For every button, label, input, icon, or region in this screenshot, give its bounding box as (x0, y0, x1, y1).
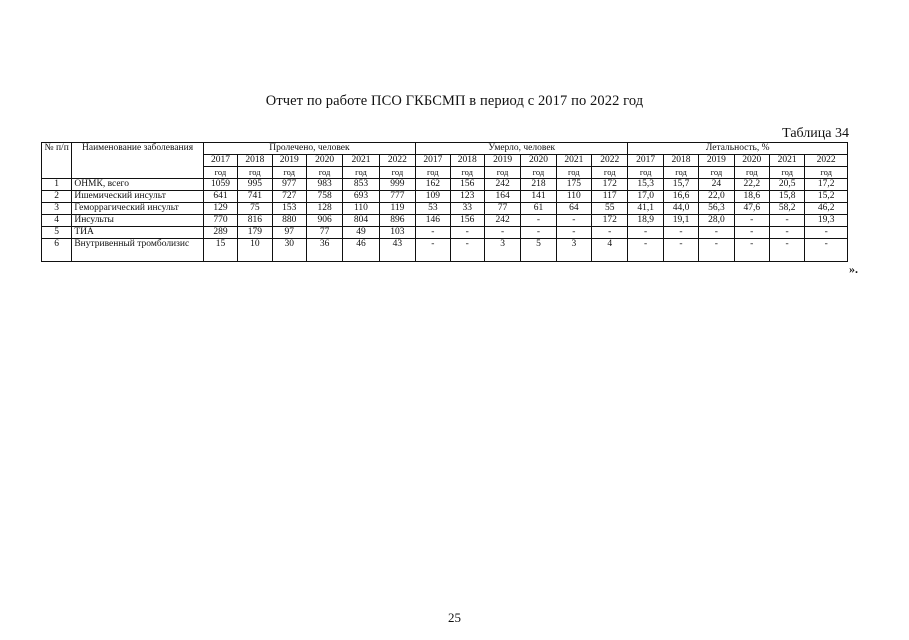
table-body (42, 179, 848, 262)
cell-died: - (592, 227, 628, 239)
cell-lethality: 24 (699, 179, 734, 191)
cell-lethality: 46,2 (805, 203, 848, 215)
header-num: № п/п (42, 143, 72, 179)
cell-treated: 289 (203, 227, 237, 239)
header-year-suffix: год (592, 167, 628, 179)
header-year-suffix: год (343, 167, 379, 179)
cell-died: - (521, 215, 556, 227)
cell-died: 4 (592, 239, 628, 262)
header-year-treated: 2018 (238, 155, 272, 167)
cell-died: 117 (592, 191, 628, 203)
cell-treated: 103 (379, 227, 415, 239)
header-year-died: 2022 (592, 155, 628, 167)
cell-treated: 49 (343, 227, 379, 239)
cell-lethality: 15,7 (663, 179, 698, 191)
table-row (42, 191, 848, 203)
cell-treated: 30 (272, 239, 306, 262)
cell-died: 218 (521, 179, 556, 191)
cell-lethality: 17,2 (805, 179, 848, 191)
cell-lethality: - (734, 215, 769, 227)
report-title: Отчет по работе ПСО ГКБСМП в период с 2017 по 2022 год (265, 93, 644, 109)
cell-lethality: 17,0 (628, 191, 663, 203)
header-year-suffix: год (203, 167, 237, 179)
cell-died: - (450, 239, 484, 262)
row-number: 1 (42, 179, 72, 191)
cell-lethality: 20,5 (769, 179, 804, 191)
row-disease-name: Инсульты (72, 215, 203, 227)
cell-lethality: - (734, 227, 769, 239)
row-disease-name: Ишемический инсульт (72, 191, 203, 203)
header-year-died: 2021 (556, 155, 591, 167)
report-table (41, 142, 848, 262)
header-group-died: Умерло, человек (416, 143, 628, 155)
cell-treated: 97 (272, 227, 306, 239)
cell-treated: 906 (306, 215, 342, 227)
closing-quote: ». (849, 262, 858, 276)
cell-treated: 110 (343, 203, 379, 215)
header-year-suffix: год (272, 167, 306, 179)
cell-lethality: - (769, 227, 804, 239)
table-row (42, 203, 848, 215)
cell-died: 61 (521, 203, 556, 215)
row-number: 6 (42, 239, 72, 262)
cell-lethality: - (699, 227, 734, 239)
cell-died: 242 (484, 179, 520, 191)
cell-treated: 693 (343, 191, 379, 203)
cell-died: - (416, 239, 450, 262)
cell-treated: 853 (343, 179, 379, 191)
cell-treated: 128 (306, 203, 342, 215)
cell-died: 242 (484, 215, 520, 227)
header-name: Наименование заболевания (72, 143, 203, 179)
cell-died: 3 (484, 239, 520, 262)
cell-died: 123 (450, 191, 484, 203)
cell-lethality: - (769, 239, 804, 262)
header-year-lethality: 2022 (805, 155, 848, 167)
cell-treated: 77 (306, 227, 342, 239)
cell-treated: 10 (238, 239, 272, 262)
header-year-suffix: год (663, 167, 698, 179)
header-year-suffix: год (805, 167, 848, 179)
cell-treated: 641 (203, 191, 237, 203)
cell-died: 5 (521, 239, 556, 262)
cell-treated: 75 (238, 203, 272, 215)
header-year-suffix: год (306, 167, 342, 179)
cell-died: 146 (416, 215, 450, 227)
cell-died: 162 (416, 179, 450, 191)
cell-died: 110 (556, 191, 591, 203)
row-number: 4 (42, 215, 72, 227)
header-year-treated: 2017 (203, 155, 237, 167)
cell-treated: 36 (306, 239, 342, 262)
header-year-lethality: 2019 (699, 155, 734, 167)
cell-lethality: - (805, 239, 848, 262)
cell-died: - (484, 227, 520, 239)
header-year-suffix: год (556, 167, 591, 179)
cell-treated: 983 (306, 179, 342, 191)
table-row (42, 227, 848, 239)
cell-died: 172 (592, 215, 628, 227)
cell-lethality: 41,1 (628, 203, 663, 215)
table-row (42, 215, 848, 227)
cell-treated: 727 (272, 191, 306, 203)
table-caption: Таблица 34 (782, 126, 849, 141)
header-year-treated: 2022 (379, 155, 415, 167)
cell-lethality: 56,3 (699, 203, 734, 215)
cell-died: 109 (416, 191, 450, 203)
header-year-lethality: 2021 (769, 155, 804, 167)
cell-lethality: 28,0 (699, 215, 734, 227)
header-year-suffix: год (628, 167, 663, 179)
cell-treated: 43 (379, 239, 415, 262)
cell-lethality: 15,8 (769, 191, 804, 203)
cell-died: 55 (592, 203, 628, 215)
cell-died: 164 (484, 191, 520, 203)
row-disease-name: Геморрагический инсульт (72, 203, 203, 215)
cell-lethality: - (628, 227, 663, 239)
cell-treated: 179 (238, 227, 272, 239)
header-year-suffix: год (450, 167, 484, 179)
row-number: 3 (42, 203, 72, 215)
header-year-treated: 2021 (343, 155, 379, 167)
cell-treated: 741 (238, 191, 272, 203)
page-number: 25 (448, 610, 461, 625)
cell-treated: 15 (203, 239, 237, 262)
cell-died: 156 (450, 215, 484, 227)
cell-died: 175 (556, 179, 591, 191)
table-row (42, 179, 848, 191)
cell-lethality: 15,2 (805, 191, 848, 203)
cell-treated: 129 (203, 203, 237, 215)
header-group-treated: Пролечено, человек (203, 143, 415, 155)
cell-lethality: - (769, 215, 804, 227)
cell-treated: 999 (379, 179, 415, 191)
cell-died: 156 (450, 179, 484, 191)
header-year-suffix: год (521, 167, 556, 179)
cell-treated: 770 (203, 215, 237, 227)
cell-treated: 896 (379, 215, 415, 227)
cell-treated: 46 (343, 239, 379, 262)
cell-died: 141 (521, 191, 556, 203)
cell-lethality: 44,0 (663, 203, 698, 215)
header-year-suffix: год (699, 167, 734, 179)
header-year-treated: 2019 (272, 155, 306, 167)
cell-treated: 804 (343, 215, 379, 227)
header-year-suffix: год (238, 167, 272, 179)
header-year-died: 2017 (416, 155, 450, 167)
header-year-lethality: 2020 (734, 155, 769, 167)
header-year-suffix: год (769, 167, 804, 179)
cell-treated: 153 (272, 203, 306, 215)
header-year-died: 2019 (484, 155, 520, 167)
cell-lethality: 19,3 (805, 215, 848, 227)
cell-lethality: - (699, 239, 734, 262)
cell-lethality: 16,6 (663, 191, 698, 203)
cell-lethality: 22,2 (734, 179, 769, 191)
cell-treated: 977 (272, 179, 306, 191)
row-disease-name: ТИА (72, 227, 203, 239)
cell-treated: 1059 (203, 179, 237, 191)
row-disease-name: ОНМК, всего (72, 179, 203, 191)
row-disease-name: Внутривенный тромболизис (72, 239, 203, 262)
cell-lethality: 58,2 (769, 203, 804, 215)
header-year-died: 2018 (450, 155, 484, 167)
header-year-suffix: год (484, 167, 520, 179)
cell-lethality: - (663, 227, 698, 239)
cell-died: - (416, 227, 450, 239)
cell-treated: 880 (272, 215, 306, 227)
cell-lethality: - (805, 227, 848, 239)
header-year-treated: 2020 (306, 155, 342, 167)
cell-died: - (556, 227, 591, 239)
cell-lethality: - (628, 239, 663, 262)
row-number: 2 (42, 191, 72, 203)
cell-died: - (450, 227, 484, 239)
header-year-died: 2020 (521, 155, 556, 167)
cell-lethality: - (734, 239, 769, 262)
header-year-lethality: 2017 (628, 155, 663, 167)
cell-died: 33 (450, 203, 484, 215)
cell-died: 3 (556, 239, 591, 262)
cell-treated: 119 (379, 203, 415, 215)
cell-treated: 816 (238, 215, 272, 227)
header-group-lethality: Летальность, % (628, 143, 848, 155)
cell-died: 172 (592, 179, 628, 191)
row-number: 5 (42, 227, 72, 239)
header-year-lethality: 2018 (663, 155, 698, 167)
cell-treated: 995 (238, 179, 272, 191)
table-row (42, 239, 848, 262)
cell-lethality: 18,6 (734, 191, 769, 203)
header-year-suffix: год (379, 167, 415, 179)
cell-lethality: 15,3 (628, 179, 663, 191)
cell-lethality: - (663, 239, 698, 262)
cell-lethality: 22,0 (699, 191, 734, 203)
cell-lethality: 18,9 (628, 215, 663, 227)
cell-died: - (521, 227, 556, 239)
header-year-suffix: год (734, 167, 769, 179)
header-year-suffix: год (416, 167, 450, 179)
cell-died: 77 (484, 203, 520, 215)
cell-died: 64 (556, 203, 591, 215)
cell-died: 53 (416, 203, 450, 215)
cell-died: - (556, 215, 591, 227)
cell-treated: 777 (379, 191, 415, 203)
cell-treated: 758 (306, 191, 342, 203)
cell-lethality: 47,6 (734, 203, 769, 215)
cell-lethality: 19,1 (663, 215, 698, 227)
